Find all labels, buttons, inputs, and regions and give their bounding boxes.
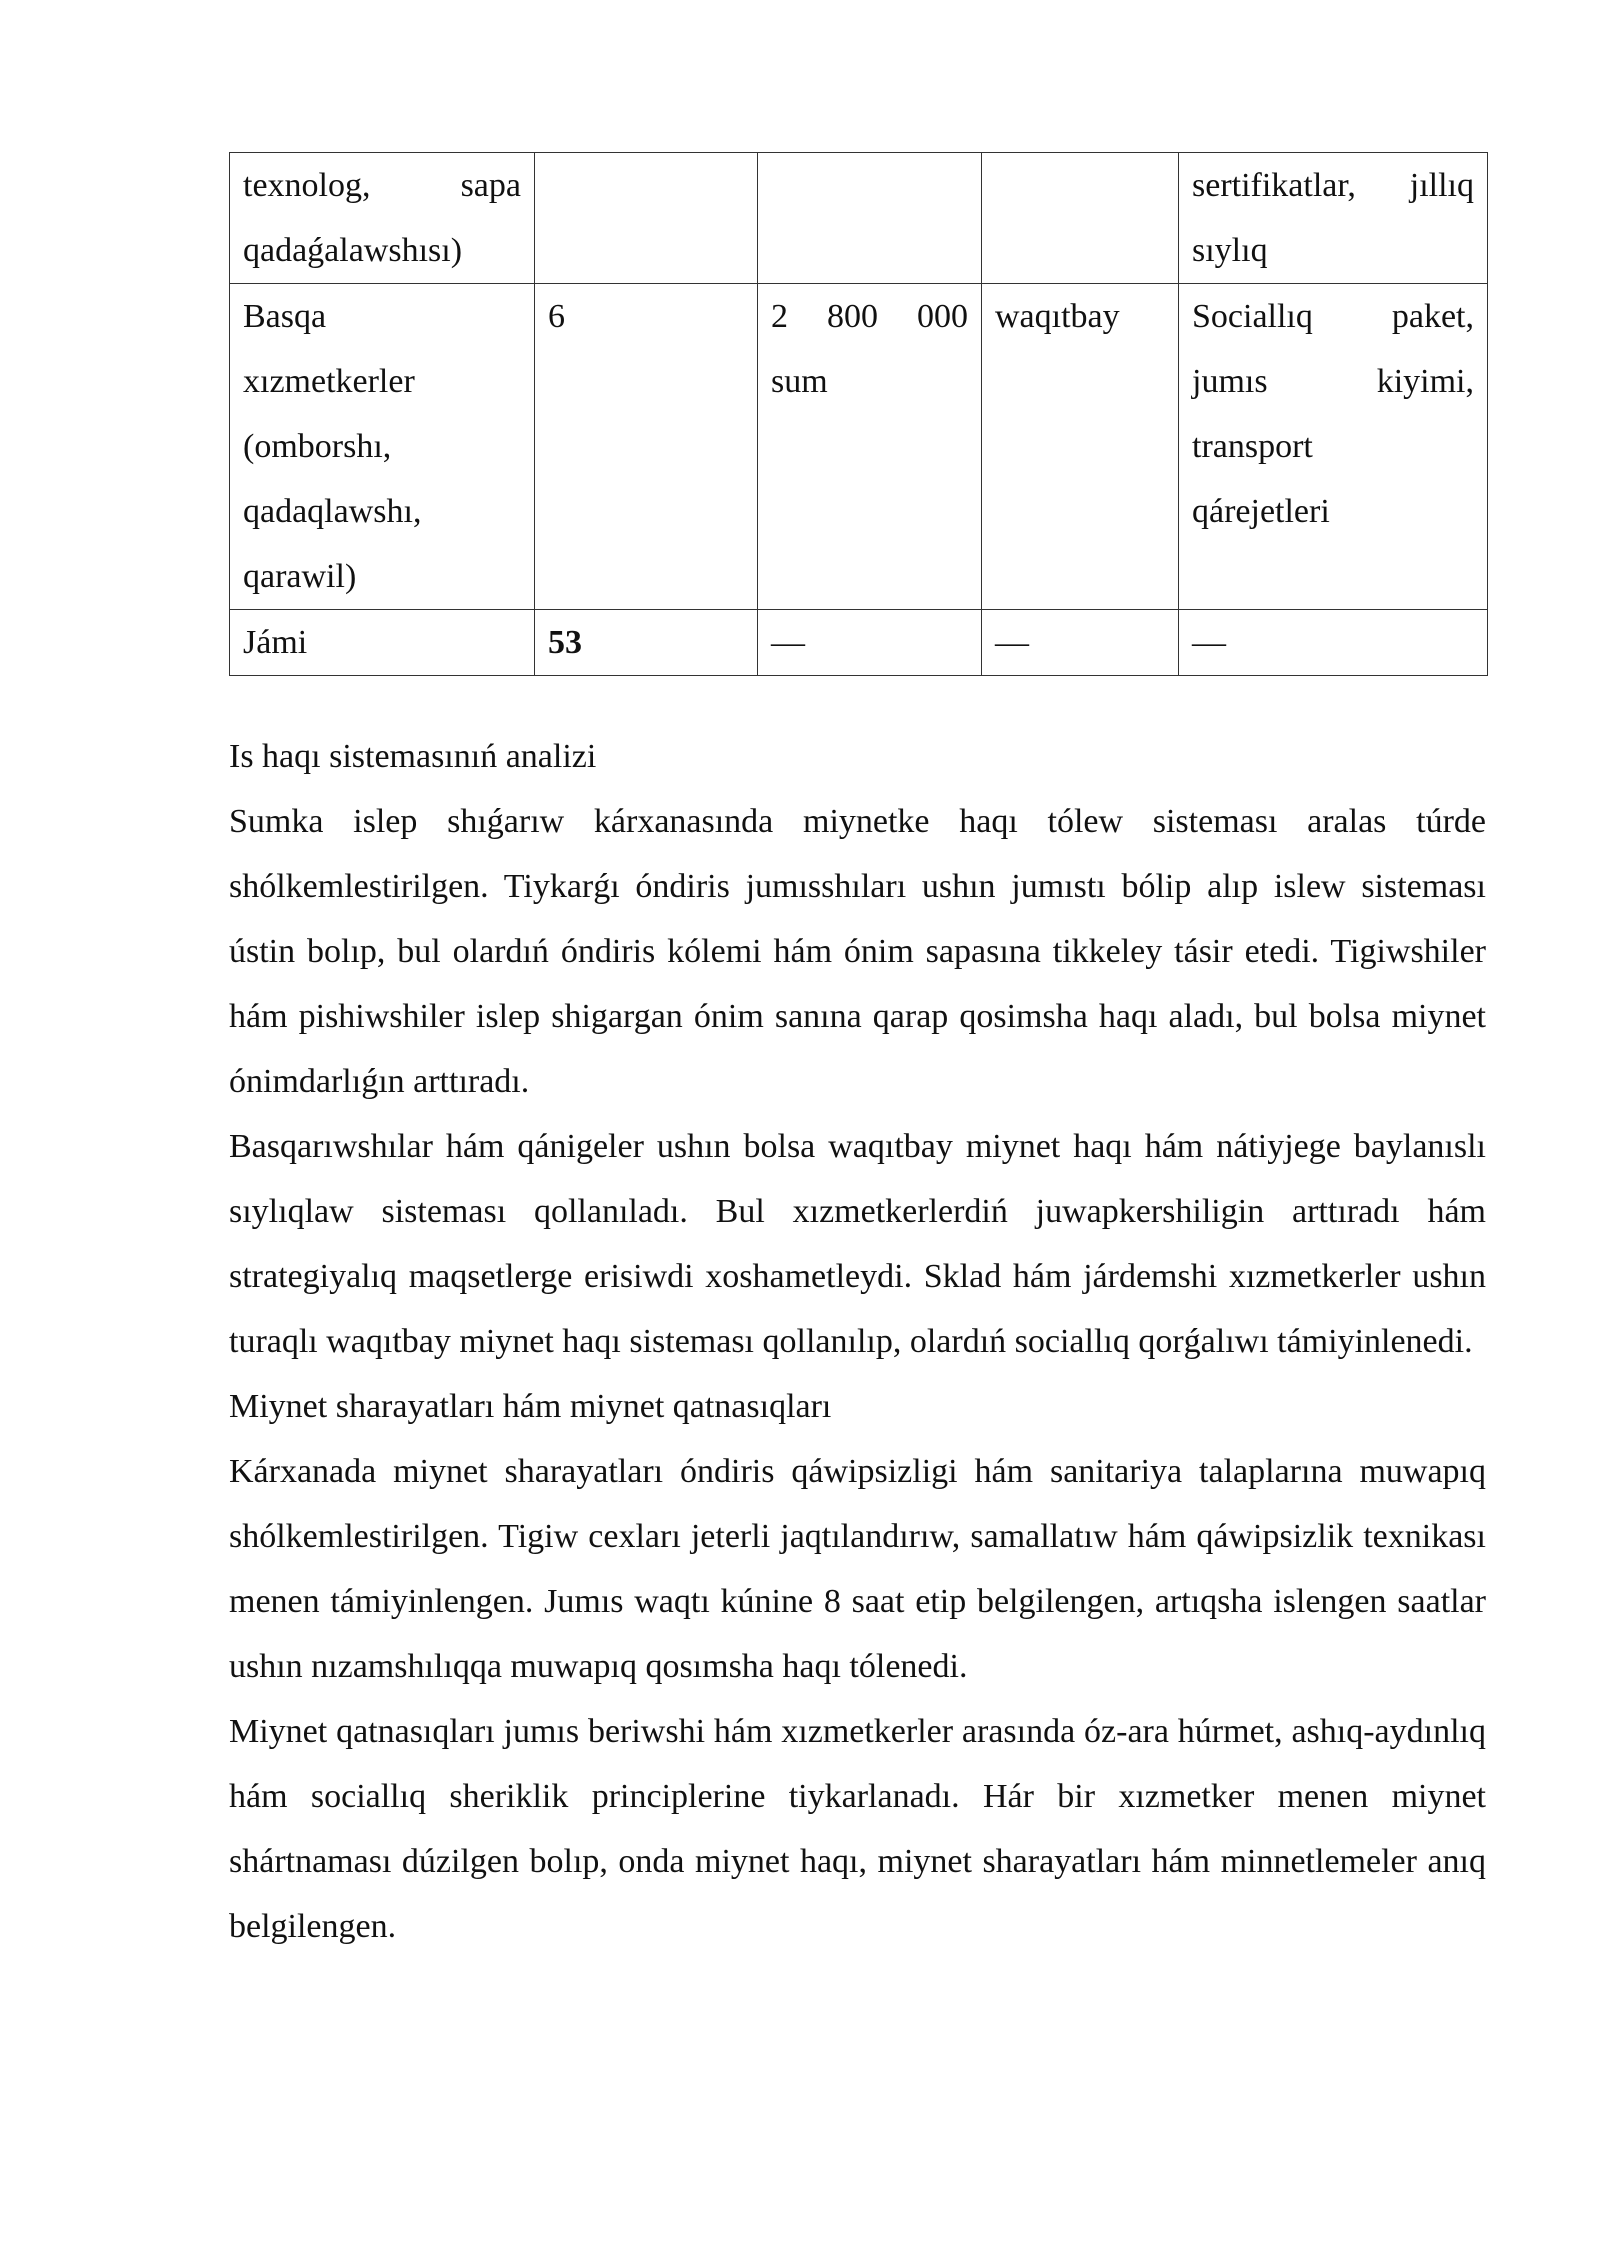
section-heading: Is haqı sistemasınıń analizi xyxy=(229,738,597,775)
cell-line: sıylıq xyxy=(1192,232,1268,269)
cell-line: sertifikatlar, jıllıq xyxy=(1192,167,1474,204)
body-text xyxy=(229,724,1486,1959)
cell-line: Basqa xyxy=(243,298,327,335)
cell-line: (omborshı, xyxy=(243,428,392,465)
system-cell: waqıtbay xyxy=(982,284,1179,610)
table-row xyxy=(230,284,1488,610)
table-row xyxy=(230,153,1488,284)
role-cell xyxy=(230,284,535,610)
section-heading: Miynet sharayatları hám miynet qatnasıqları xyxy=(229,1388,832,1425)
paragraph: Kárxanada miynet sharayatları óndiris qáwipsizligi hám sanitariya talaplarına muwapıq shólkemlestirilgen. Tigiw cexları jeterli jaqtılandırıw, samallatıw hám qáwipsizlik texnikası menen támiyinlengen. Jumıs waqtı kúnine 8 saat etip belgilengen, artıqsha islengen saatlar ushın nızamshılıqqa muwapıq qosımsha haqı tólenedi. xyxy=(229,1453,1486,1685)
cell-line: xızmetkerler xyxy=(243,363,415,400)
system-cell: — xyxy=(982,610,1179,676)
cell-line: qárejetleri xyxy=(1192,493,1330,530)
cell-line: transport xyxy=(1192,428,1313,465)
cell-line: jumıs kiyimi, xyxy=(1192,363,1474,400)
paragraph: Miynet qatnasıqları jumıs beriwshi hám xızmetkerler arasında óz-ara húrmet, ashıq-aydınlıq hám sociallıq sheriklik principlerine tiykarlanadı. Hár bir xızmetker menen miynet shártnaması dúzilgen bolıp, onda miynet haqı, miynet sharayatları hám minnetlemeler anıq belgilengen. xyxy=(229,1713,1486,1945)
count-cell xyxy=(535,153,758,284)
cell-line: sum xyxy=(771,363,828,400)
cell-line: Sociallıq paket, xyxy=(1192,298,1474,335)
salary-cell xyxy=(758,153,982,284)
benefits-cell xyxy=(1179,153,1488,284)
staff-table xyxy=(229,152,1488,676)
paragraph: Sumka islep shıǵarıw kárxanasında miynetke haqı tólew sisteması aralas túrde shólkemlestirilgen. Tiykarǵı óndiris jumısshıları ushın jumıstı bólip alıp islew sisteması ústin bolıp, bul olardıń óndiris kólemi hám ónim sapasına tikkeley tásir etedi. Tigiwshiler hám pishiwshiler islep shigargan ónim sanına qarap qosimsha haqı aladı, bul bolsa miynet ónimdarlıǵın arttıradı. xyxy=(229,803,1486,1100)
role-cell: Jámi xyxy=(230,610,535,676)
salary-cell: — xyxy=(758,610,982,676)
system-cell xyxy=(982,153,1179,284)
paragraph: Basqarıwshılar hám qánigeler ushın bolsa waqıtbay miynet haqı hám nátiyjege baylanıslı sıylıqlaw sisteması qollanıladı. Bul xızmetkerlerdiń juwapkershiligin arttıradı hám strategiyalıq maqsetlerge erisiwdi xoshametleydi. Sklad hám járdemshi xızmetkerler ushın turaqlı waqıtbay miynet haqı sisteması qollanılıp, olardıń sociallıq qorǵalıwı támiyinlenedi. xyxy=(229,1128,1486,1360)
salary-cell xyxy=(758,284,982,610)
count-cell: 6 xyxy=(535,284,758,610)
count-cell: 53 xyxy=(535,610,758,676)
cell-line: 2 800 000 xyxy=(771,298,968,335)
cell-line: qadaǵalawshısı) xyxy=(243,232,463,269)
table-row-total xyxy=(230,610,1488,676)
cell-line: texnolog, sapa xyxy=(243,167,521,204)
role-cell xyxy=(230,153,535,284)
cell-line: qadaqlawshı, xyxy=(243,493,422,530)
benefits-cell xyxy=(1179,284,1488,610)
benefits-cell: — xyxy=(1179,610,1488,676)
cell-line: qarawil) xyxy=(243,558,357,595)
